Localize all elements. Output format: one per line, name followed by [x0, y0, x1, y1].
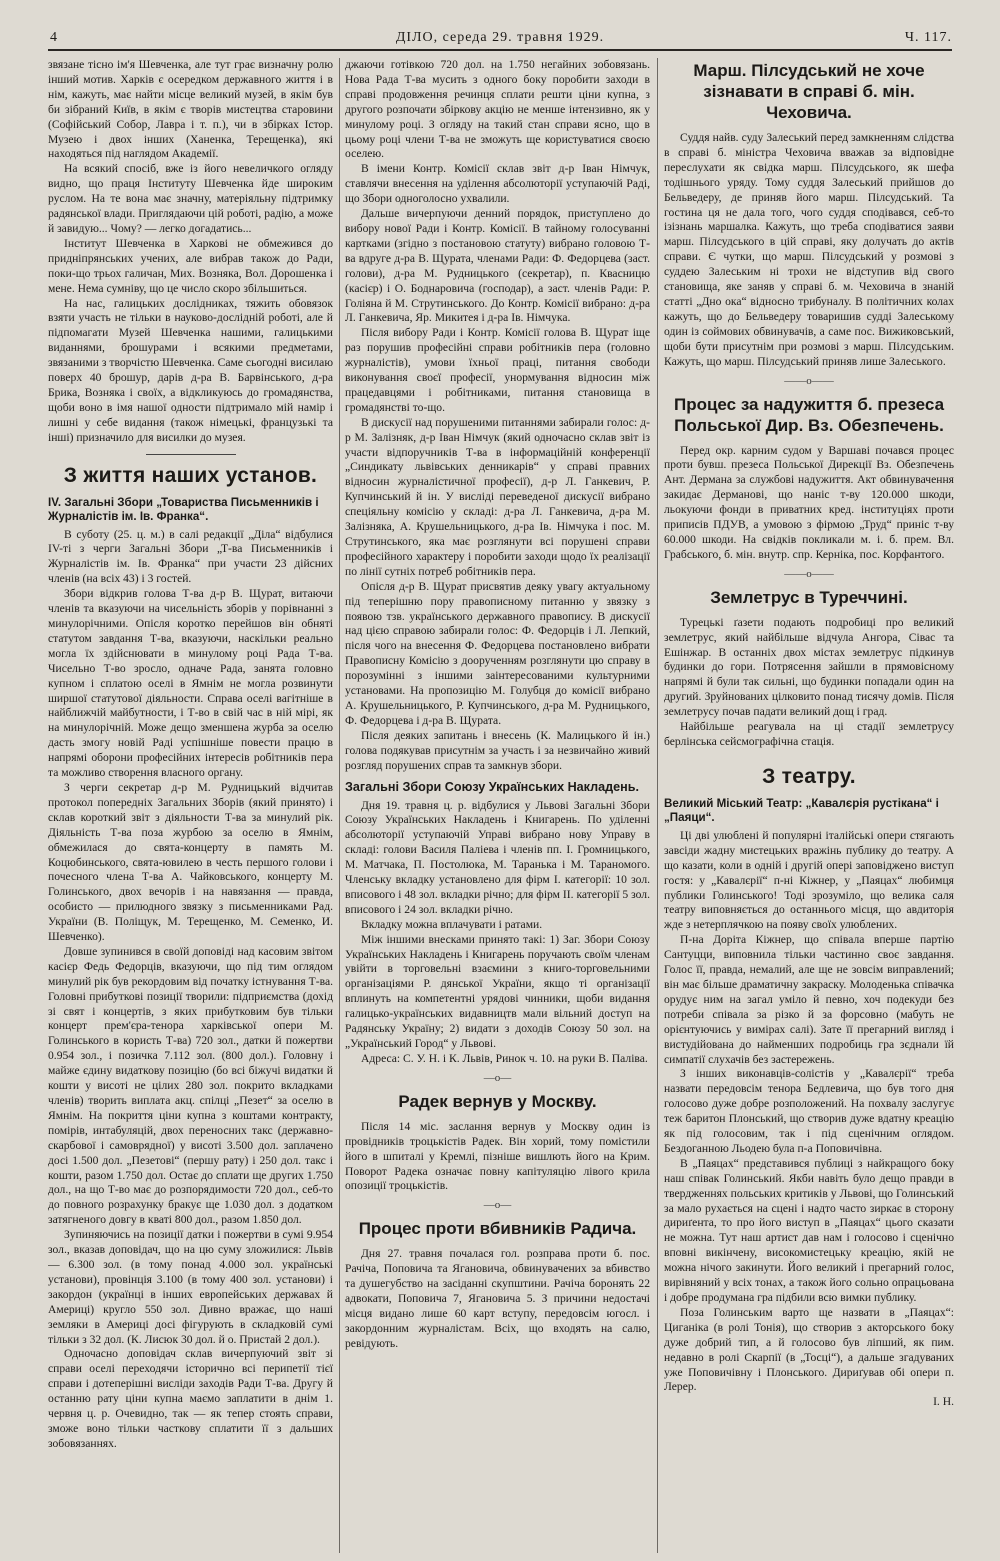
article-headline: Процес проти вбивників Радича.	[358, 1219, 637, 1239]
article-headline: Землетрус в Туреччині.	[710, 587, 908, 607]
article-paragraph: джаючи готівкою 720 дол. на 1.750 негайних зобовязань. Нова Рада Т-ва мусить з одного боку поробити заходи в справі продовження речинця сплати решти ціни купна, з другого розпочати збіркову акцію не менше інтензивно, як у минулому році. З огляду на такий стан справи ясно, що в цьому році члени Т-ва не зможуть ще користуватися своєю оселею.	[345, 58, 650, 161]
column-2	[345, 58, 650, 1553]
article-subheading: IV. Загальні Збори „Товариства Письменників і Журналістів ім. Ів. Франка“.	[48, 495, 319, 523]
article-headline: Радек вернув у Москву.	[398, 1091, 597, 1111]
article-paragraph: Поза Голинським варто ще назвати в „Паяцах“: Циганіка (в ролі Тонія), що створив з акторського боку дуже добрий тип, а й голосово був ліпший, як пим. недавно в ролі Скарпії (в „Тосці“), а дальше згадуваних уже Поповичівну і Плонського. Дириґував обі опери п. Лерер.	[664, 1305, 954, 1394]
article-paragraph: П-на Доріта Кіжнер, що співала вперше партію Сантуцци, виповнила тільки частинно своє завдання. Голос її, правда, немалий, але ще не зовсім виправлений; він має більше драматичну закраску. Молоденька співачка орудує ним на загал уміло й певно, хоч подекуди без потреби співала за різко й за форсовно (мабуть не орієнтуючись у вимірах салі). Зате її прегарний вигляд і вистудійована до найменших подробиць гра зєднали їй симпатії слухачів без застережень.	[664, 933, 954, 1066]
article-paragraph: Після деяких запитань і внесень (К. Малицького й ін.) голова подякував присутнім за участь і за незвичайно живий розгляд порушених справ та замкнув збори.	[345, 728, 650, 772]
separator-ornament: —o—	[483, 1071, 512, 1084]
article-headline: Марш. Пілсудський не хоче зізнавати в справі б. мін. Чеховича.	[693, 61, 925, 122]
article-paragraph: Ці дві улюблені й популярні італійські опери стягають завсіди жадну мистецьких вражінь публику до театру. А що казати, коли в одній і другій опері заповіджено виступ гостя: у „Кавалєрії“ п-ні Кіжнер, у „Паяцах“ любимця публики Голинського! Тоді зрозуміло, що велика саля театру виповняється до останнього місця, що авдиторія жде з нетерплячкою на появу своїх улюблених.	[664, 828, 954, 932]
issue-number: Ч. 117.	[904, 30, 952, 45]
column-divider	[657, 58, 658, 1553]
article-paragraph: Вкладку можна вплачувати і ратами.	[361, 917, 543, 931]
separator-ornament: ——o——	[784, 374, 834, 387]
article-paragraph: З інших виконавців-солістів у „Кавалєрії“ треба назвати передовсім тенора Бедлевича, що був того дня голосово дуже добре розположений. На похвалу заслугує теж баритон Плонський, що створив дуже вдатну креацію як під голосовим, так і під сценічним оглядом. Бездоганною Льодею була п-а Поповичівна.	[664, 1067, 954, 1155]
article-paragraph: Після 14 міс. заслання вернув у Москву один із провідників троцькістів Радек. Він хорий, тому помістили його в шпиталі у Кремлі, пізніше вишлють його на Крим. Поворот Радека означає повну капітуляцію лівого крила опозиції троцькістів.	[345, 1119, 650, 1193]
article-paragraph: На нас, галицьких дослідниках, тяжить обовязок взяти участь не тільки в науково-дослідній роботі, але й підпомагати Музей Шевченка нашими, галицькими виданнями, брошурами і всякими предметами, звязаними з творчістю Шевченка. Саме сьогодні висилаю поверх 40 брошур, дарів д-ра В. Барвінського, д-ра Брика, Возняка і своїх, а відкликуюсь до громадянства, щоби воно в імя нашої одности підтримало мій намір і лишні у себе видання (також німецькі, французькі та інші) призначило для висилки до музея.	[48, 296, 333, 444]
article-subheading: Загальні Збори Союзу Українських Накладень.	[345, 779, 639, 794]
article-paragraph: Дальше вичерпуючи денний порядок, приступлено до вибору нової Ради і Контр. Комісії. В тайному голосуванні картками (згідно з постановою статуту) вибрано головою Т-ва вдруге д-ра В. Щурата, членами Ради: Ф. Федорцева (заст. голови), д-ра М. Рудницького (секретар), п. Квасницю (касієр) і О. Боднаровича (господар), а заст. членів Ради: Р. Голіяна й М. Струтинського. До Контр. Комісії вибрано: д-ра Л. Ганкевича, Яр. Микитея і д-ра Ів. Німчука.	[345, 207, 650, 325]
separator-ornament: ——o——	[784, 567, 834, 580]
article-paragraph: В суботу (25. ц. м.) в салі редакції „Діла“ відбулися IV-ті з черги Загальні Збори „Т-ва Письменників і Журналістів ім. Ів. Франка“ при участи 23 дійсних членів (на всіх 43) і 3 гостей.	[48, 527, 333, 586]
separator-rule	[146, 454, 236, 455]
article-paragraph: Перед окр. карним судом у Варшаві почався процес проти бувш. презеса Польської Дирекції Вз. Обезпечень Ант. Дермана за службові надужиття. Акт обвинувачення закидає Дерманові, що наніс т-ву 120.000 шкоди, льокуючи фонди в приватних кред. інституціях проти приписів ПДУВ, а умовою з фірмою „Труд“ приніс т-ву 60.000 шкоди. На свідків покликали м. і. б. прем. Вл. Грабського, б. мін. внутр. спр. Керніка, пос. Корфантого.	[664, 443, 954, 561]
article-paragraph: звязане тісно ім'я Шевченка, але тут грає визначну ролю інший мотив. Харків є осередком державного життя і в нім, кажуть, має найти місце великий музей, в якім був би зібраний Київ, в якім є творів мистецтва старовини (Софійський Собор, Лавра і т. п.), чи в збірках Істор. Музею і двох інших (Ханенка, Терещенка), які находяться під наглядом Академії.	[48, 58, 333, 161]
article-paragraph: В імени Контр. Комісії склав звіт д-р Іван Німчук, ставлячи внесення на уділення абсолюторії уступаючій Раді, що Збори одноголосно ухвалили.	[345, 162, 650, 206]
article-paragraph: Між іншими внесками принято такі: 1) Зaг. Збори Союзу Українських Накладень і Книгарень поручають своїм членам увійти в торговельні взаємини з книго-торговельними організаціями Р. дянської України, якщо ті організації вплинуть на компетентні урядові чинники, щоби видання галицько-українських видавництв мали вільний доступ на Радянську Україну; 2) видати з доходів Союзу 50 зол. на „Український Город“ у Львові.	[345, 932, 650, 1050]
article-paragraph: Збори відкрив голова Т-ва д-р В. Щурат, витаючи членів та вказуючи на чисельність зборів у порівнанні з минулорічними. Опісля коротко перейшов він обняті статутом завдання Т-ва, вказуючи, наскільки реально могла їх здійснювати в минулому році Рада Т-ва. Чисельно Т-во зросло, одначе Рада, занята головно купном і сплатою оселі в Ямнім не могла розвинути ширшої статутової діяльности. Справа оселі вагітніше в найближчій майбутности, і Т-во в свій час в ній мірі, як на минулорічній. Може дещо зменшена журба за оселю дасть змогу новій Раді успішніше повести працю в напрямі оборони професійних інтересів робітників пера та можливо створення власного органу.	[48, 587, 333, 780]
article-paragraph: В „Паяцах“ представився публиці з найкращого боку наш співак Голинський. Якби навіть було дещо правди в твердженнях польських критиків у Львові, що Голинський за мало рухається на сцені і надто часто зиркає в сторону дириґента, то про його виступ в „Паяцах“ цього сказати не можна. Тут наш артист дав нам і голосово і сценічно вповні викінчену, високомистецьку креацію, якій не можна нічого закинути. Його великий і прегарний голос, вирівняний у всіх тонах, а також його сольно опрацьована і добре продумана гра підбили всю вимки публику.	[664, 1156, 954, 1304]
page-header	[48, 28, 952, 50]
article-paragraph: Опісля д-р В. Щурат присвятив деяку увагу актуальному під теперішню пору правописному питанню у звязку з появою тзв. українського державного правопису. В дискусії над цією справою забирали голос: Ф. Федорців і Л. Лепкий, після чого на внесення Ф. Федорцева постановлено вибрати Правописну Комісію з доорученням розглянути цю справу в порозумінні з іншими заінтересованими культурними установами. На пропозицію М. Голубця до комісії вибрано А. Крушельницького, Р. Купчинського, д-ра М. Рудницького, Ф. Федорцева і д-ра В. Щурата.	[345, 579, 650, 727]
masthead: ДІЛО, середа 29. травня 1929.	[395, 30, 605, 45]
article-paragraph: Зупиняючись на позиції датки і пожертви в сумі 9.954 зол., вказав доповідач, що на цю суму зложилися: Львів — 6.300 зол. (в тому понад 4.000 зол. українські установи), провінція 3.100 (в тому 400 зол. установи) і закордон (українці в інших европейських державах й Америці) кругло 550 зол. Дивно вражає, що наші земляки в Америці досі фігурують в складковій сумі тільки з 32 дол. (К. Лисюк 30 дол. й о. Пристай 2 дол.).	[48, 1228, 333, 1346]
section-heading: З життя наших установ.	[63, 463, 318, 487]
article-paragraph: Дня 27. травня почалася гол. розправа проти б. пос. Рачіча, Поповича та Ягановича, обвинувачених за вбивство та душегубство на засіданні скупштини. Рачіча боронять 22 адвокати, Поповича 7, Ягановича 5. З причини недостачі місця видано лише 60 карт вступу, передовсім югосл. і закордонним журналістам. Всіх, що входять на салю, ревідують.	[345, 1247, 650, 1350]
article-headline: Процес за надужиття б. презеса Польської Дир. Вз. Обезпечень.	[673, 394, 945, 435]
article-subheading: Великий Міський Театр: „Кавалєрія рустікана“ і „Паяци“.	[664, 796, 939, 824]
article-paragraph: Турецькі ґазети подають подробиці про великий землетрус, який найбільше відчула Ангора, Сівас та Ешінжар. В останніх двох містах землетрус підкинув будинки до гори. Потрясення зайшли в прямовісному напрямі й були так сильні, що будинки попадали один на другий. Зруйнованих цілковито понад тисячу домів. Після землетрусу почав падати великий дощ і град.	[664, 615, 954, 719]
article-paragraph: Одночасно доповідач склав вичерпуючий звіт зі справи оселі переходячи історично всі перипетії тієї справи і дотеперішні висліди заходів Ради Т-ва. Другу й останню рату ціни купна маємо заплатити в днім 1. червня ц. р. Очевидно, так — як тепер стоять справи, зможе воно тільки часткову сплатити її з дальших зобовязаннях.	[48, 1347, 333, 1450]
author-signature: І. Н.	[933, 1395, 954, 1409]
article-paragraph: Адреса: С. У. Н. і К. Львів, Ринок ч. 10. на руки В. Паліва.	[361, 1051, 648, 1065]
article-paragraph: Найбільше реагувала на ці стадії землетрусу берлінська сейсмографічна стація.	[664, 720, 954, 748]
section-heading: З театру.	[762, 764, 856, 788]
article-paragraph: Довше зупинився в своїй доповіді над касовим звітом касієр Федь Федорців, вказуючи, що під тим оглядом минулий рік був рекордовим від початку істнування Т-ва. Головні прибуткові позиції творили: підприємства (дохід зі свят і концертів, з яких прибутковим був тільки концерт прем'єра-тенора харківської опери М. Голинського в користь Т-ва) 720 зол., датки й пожертви 0.954 зол., і позичка 7.112 зол. (800 дол.). Головну і майже єдину видаткову позицію (бо всі біжучі видатки й кошти у висоті не цілих 280 зол. покрито вкладками членів) творить виплата акц. спілці „Пезет“ за оселю в Ямнім. На покриття ціни купна з коштами контракту, помірів, интабуляцій, двох переносних такс (державно-скарбової і самоврядної) у висоті 3.500 дол. заплачено досі 1.500 дол. „Пезетові“ (першу рату) і 250 дол. такс і кошти, разом 1.750 дол. Остає до сплати ще других 1.750 дол., на що Т-во має до розпорядимости 720 дол., себ-то до повного розрахунку бракує ще 1.030 дол. з додатком затягненого довгу в кваті 800 дол., разом 1.850 дол.	[48, 944, 333, 1227]
article-paragraph: Після вибору Ради і Контр. Комісії голова В. Щурат іще раз порушив професійні справи робітників пера (головно журналістів), умови їхньої праці, питання свободи виконування своєї професії, унормування відносин між працедавцями і робітниками, питання становища в громадянстві то-що.	[345, 326, 650, 414]
column-3	[664, 58, 954, 1553]
article-paragraph: Інститут Шевченка в Харкові не обмежився до придніпрянських учених, але вибрав також до Ради, поки-що трьох галичан, Мих. Возняка, Вол. Дорошенка і мене. Нема сумніву, що це число скоро збільшиться.	[48, 236, 333, 295]
separator-ornament: —o—	[483, 1199, 512, 1212]
article-paragraph: З черги секретар д-р М. Рудницький відчитав протокол попередніх Загальних Зборів (який принято) і склав короткий звіт з діяльности Т-ва за минулий рік. Діяльність Т-ва поза журбою за оселю в Ямнім, обмежилася до свята-концерту в память М. Коцюбинського, свята-ювилею в честь першого голови і почесного члена Т-ва А. Чайковського, концерту М. Голинського, двох вечорів і на навязання — правда, особисто — прилюдного звязку з письменниками Рад. України (В. Поліщук, М. Терещенко, М. Семенко, И. Шевченко).	[48, 780, 333, 944]
article-paragraph: В дискусії над порушеними питаннями забирали голос: д-р М. Залізняк, д-р Іван Німчук (який одночасно склав звіт із участи відпоручників Т-ва в інформаційній конференції „Синдикату львівських денникарів“ у справі правних відносин журналістичної професії), д-р Л. Ганкевич, Р. Купчинський й ін. У вислідi переведеної дискусії вибрано спеціяльну комісію у складі: д-ра Л. Ганкевича, д-ра М. Залізняка, А. Крушельницького, д-ра Ів. Німчука і пос. М. Струтинського, яка має розглянути всі порушені справи професійного характеру і поробити заходи щодо їх реалізації по лінії сутніх потреб робітників пера.	[345, 415, 650, 578]
column-divider	[339, 58, 340, 1553]
page-number: 4	[50, 30, 58, 45]
article-paragraph: Суддя найв. суду Залеський перед замкненням слідства в справі б. міністра Чеховича вважав за відповідне переслухати як свідка марш. Пілсудського, як шефа тодішнього уряду. Тому суддя Залеський прийшов до Бельведеру, де приняв його марш. Пілсудський. Та гостина ця не дала того, чого суддя сподівався, себ-то ізізнань маршалка. Кажуть, що треба сподіватися заяви марш. Пілсудського в цій справі, яку долучать до актів справи. Є чутки, що марш. Пілсудський у розмові з суддею Залеським ні трохи не відступив від свого становища, яке заняв у справі б. м. Чеховича в знаній статті „Дно ока“ відносно трибуналу. В політичних колах кажуть, що до Бельведеру товаришив судді Залеському один із соймових обвинувачів, а саме пос. Вижиковський, щоби бути присутнім при розмові з марш. Пілсудським. Кажуть, що марш. Пілсудський приняв лише Залеського.	[664, 131, 954, 368]
header-rule	[48, 49, 952, 51]
article-paragraph: На всякий спосіб, вже із його невеличкого огляду видно, що праця Інституту Шевченка йде широким руслом. На те вона має значну, матеріяльну підтримку радянської влади. Приглядаючи цій роботі, радію, а може й завидую... Чому? — легко догадатись...	[48, 162, 333, 235]
article-paragraph: Дня 19. травня ц. р. відбулися у Львові Загальні Збори Союзу Українських Накладень і Книгарень. По уділенні абсолюторії уступаючій Управі вибрано нову Управу в складі: голови Василя Паліева і членів пп. І. Громницького, М. Матчака, П. Постолюка, М. Таранька і М. Тараномого. Членську вкладку установлено для фірм І. категорії: 10 зол. вписового і 48 зол. вкладки річно; для фірм ІІ. категорії 5 зол. вписового і 24 зол. вкладки річно.	[345, 798, 650, 916]
column-1	[48, 58, 333, 1553]
